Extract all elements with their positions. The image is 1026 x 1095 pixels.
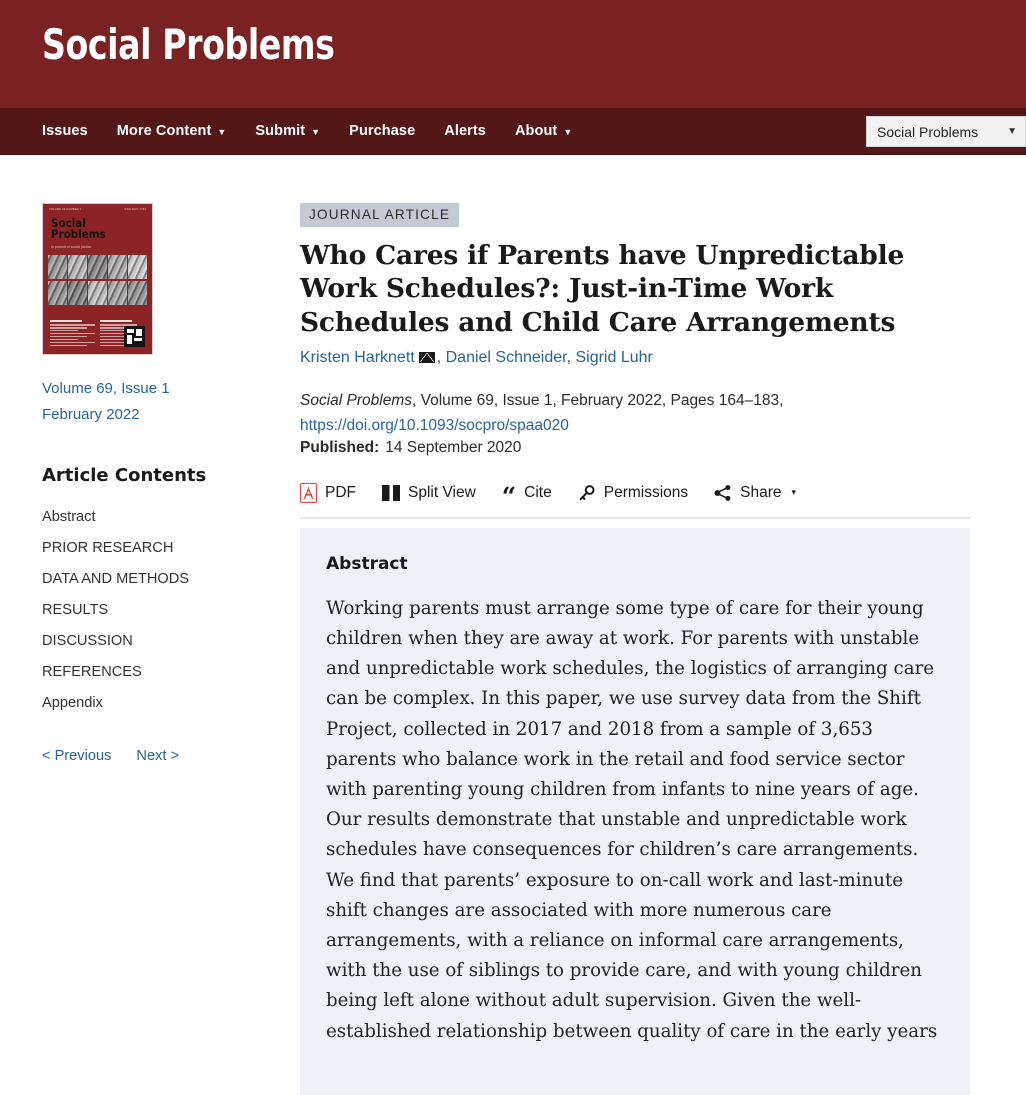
nav-item-submit[interactable] — [255, 123, 320, 139]
issue-volume-label[interactable]: Volume 69, Issue 1 — [42, 380, 170, 397]
nav-item-about[interactable] — [515, 123, 572, 139]
published-label: Published: — [300, 438, 380, 456]
cover-title-line-1: Social — [51, 216, 86, 230]
cover-topbar — [49, 208, 146, 211]
contents-item-data-and-methods[interactable]: DATA AND METHODS — [42, 571, 190, 588]
pdf-button[interactable] — [300, 483, 356, 503]
site-masthead — [0, 0, 1026, 108]
cite-label: Cite — [524, 483, 552, 501]
abstract-heading: Abstract — [326, 553, 408, 574]
abstract-panel — [300, 528, 970, 1095]
nav-item-label: Purchase — [349, 123, 416, 139]
pdf-label: PDF — [325, 483, 356, 501]
citation-block — [300, 388, 970, 438]
article-contents-list — [42, 502, 300, 719]
cite-button[interactable]: “ Cite — [501, 481, 552, 511]
cover-photo-grid — [48, 255, 147, 305]
chevron-down-icon: ▼ — [311, 126, 321, 137]
chevron-down-icon: ▼ — [217, 126, 227, 137]
cover-photo-cell — [128, 255, 147, 279]
article-type-badge: JOURNAL ARTICLE — [300, 203, 459, 227]
article-pagination — [42, 748, 300, 764]
article-toolbar — [300, 483, 970, 519]
split-view-label: Split View — [408, 483, 476, 501]
cover-photo-cell — [68, 255, 87, 279]
permissions-button[interactable] — [578, 484, 688, 502]
author-separator: , — [566, 349, 576, 367]
issue-date-label[interactable]: February 2022 — [42, 405, 140, 423]
contents-item-abstract[interactable]: Abstract — [42, 509, 96, 526]
cover-title — [51, 218, 106, 241]
split-view-icon — [382, 485, 400, 501]
article-title: Who Cares if Parents have Unpredictable Work Schedules?: Just-in-Time Work Schedules and Child Care Arrangements — [300, 240, 905, 338]
cover-photo-cell — [108, 281, 127, 305]
cover-photo-cell — [88, 281, 107, 305]
cover-photo-cell — [108, 255, 127, 279]
author-link-2[interactable]: Daniel Schneider — [445, 349, 567, 367]
contents-item-discussion[interactable]: DISCUSSION — [42, 633, 133, 650]
pdf-icon — [300, 483, 317, 503]
citation-details: , Volume 69, Issue 1, February 2022, Pages 164–183, — [412, 391, 784, 409]
cover-tagline: in pursuit of social justice — [51, 245, 92, 249]
author-link-3[interactable]: Sigrid Luhr — [575, 349, 653, 367]
cover-volume-text: VOLUME 69 NUMBER 1 — [49, 208, 82, 211]
nav-item-more-content[interactable] — [117, 123, 227, 139]
permissions-label: Permissions — [603, 483, 689, 501]
journal-logo[interactable]: Social Problems — [42, 20, 335, 69]
primary-navigation — [0, 108, 1026, 155]
nav-item-label: More Content — [116, 123, 212, 139]
doi-link[interactable]: https://doi.org/10.1093/socpro/spaa020 — [300, 416, 569, 434]
published-date: 14 September 2020 — [385, 438, 522, 456]
email-envelope-icon[interactable] — [419, 352, 435, 363]
chevron-down-icon: ▼ — [1007, 126, 1017, 137]
nav-item-purchase[interactable] — [349, 123, 415, 139]
cover-photo-cell — [68, 281, 87, 305]
article-main — [300, 155, 1026, 1095]
page-body — [0, 155, 1026, 1095]
issue-cover-image[interactable] — [42, 203, 153, 355]
chevron-down-icon: ▾ — [791, 487, 797, 498]
next-article-link[interactable]: Next > — [136, 747, 180, 764]
contents-item-prior-research[interactable]: PRIOR RESEARCH — [42, 540, 174, 557]
cover-contents-column — [50, 320, 95, 348]
contents-item-results[interactable]: RESULTS — [42, 602, 109, 619]
issue-link[interactable] — [42, 376, 300, 428]
key-icon — [578, 484, 596, 502]
share-button[interactable] — [714, 484, 796, 502]
split-view-button[interactable] — [382, 484, 476, 502]
sidebar — [0, 155, 300, 1095]
author-separator: , — [436, 349, 446, 367]
share-icon — [714, 484, 732, 502]
author-list — [300, 347, 970, 369]
chevron-down-icon: ▼ — [563, 126, 573, 137]
nav-item-label: Alerts — [444, 123, 486, 139]
cover-issn-text: ISSN 0037-7791 — [124, 208, 146, 211]
cover-photo-cell — [128, 281, 147, 305]
cover-title-line-2: Problems — [51, 227, 106, 242]
share-label: Share — [740, 483, 782, 501]
author-link-1[interactable]: Kristen Harknett — [300, 349, 415, 367]
nav-item-label: Issues — [42, 123, 88, 139]
contents-item-appendix[interactable]: Appendix — [42, 695, 103, 712]
cover-photo-cell — [48, 255, 67, 279]
nav-item-alerts[interactable] — [444, 123, 486, 139]
abstract-text: Working parents must arrange some type of care for their young children when they are away at work. For parents with unstable and unpredictable work schedules, the logistics of arranging care can be complex. In this paper, we use survey data from the Shift Project, collected in 2017 and 2018 from a sample of 3,653 parents who balance work in the retail and food service sector with parenting young children from infants to nine years of age. Our results demonstrate that unstable and unpredictable work schedules have consequences for children’s care arrangements. We find that parents’ exposure to on-call work and last-minute shift changes are associated with more numerous care arrangements, with a reliance on informal care arrangements, with the use of siblings to provide care, and with young children being left alone without adult supervision. Given the well-established relationship between quality of care in the early years — [326, 597, 938, 1042]
journal-selector[interactable] — [866, 116, 1026, 147]
citation-journal-name: Social Problems — [300, 391, 412, 409]
journal-selector-value: Social Problems — [877, 123, 979, 140]
nav-item-issues[interactable] — [42, 123, 88, 139]
cover-photo-cell — [88, 255, 107, 279]
nav-item-label: About — [514, 123, 558, 139]
nav-item-label: Submit — [255, 123, 306, 139]
contents-item-references[interactable]: REFERENCES — [42, 664, 142, 681]
published-row — [300, 439, 970, 457]
society-logo-icon — [124, 326, 145, 347]
cover-photo-cell — [48, 281, 67, 305]
article-contents-heading: Article Contents — [42, 464, 207, 486]
previous-article-link[interactable]: < Previous — [42, 747, 112, 764]
